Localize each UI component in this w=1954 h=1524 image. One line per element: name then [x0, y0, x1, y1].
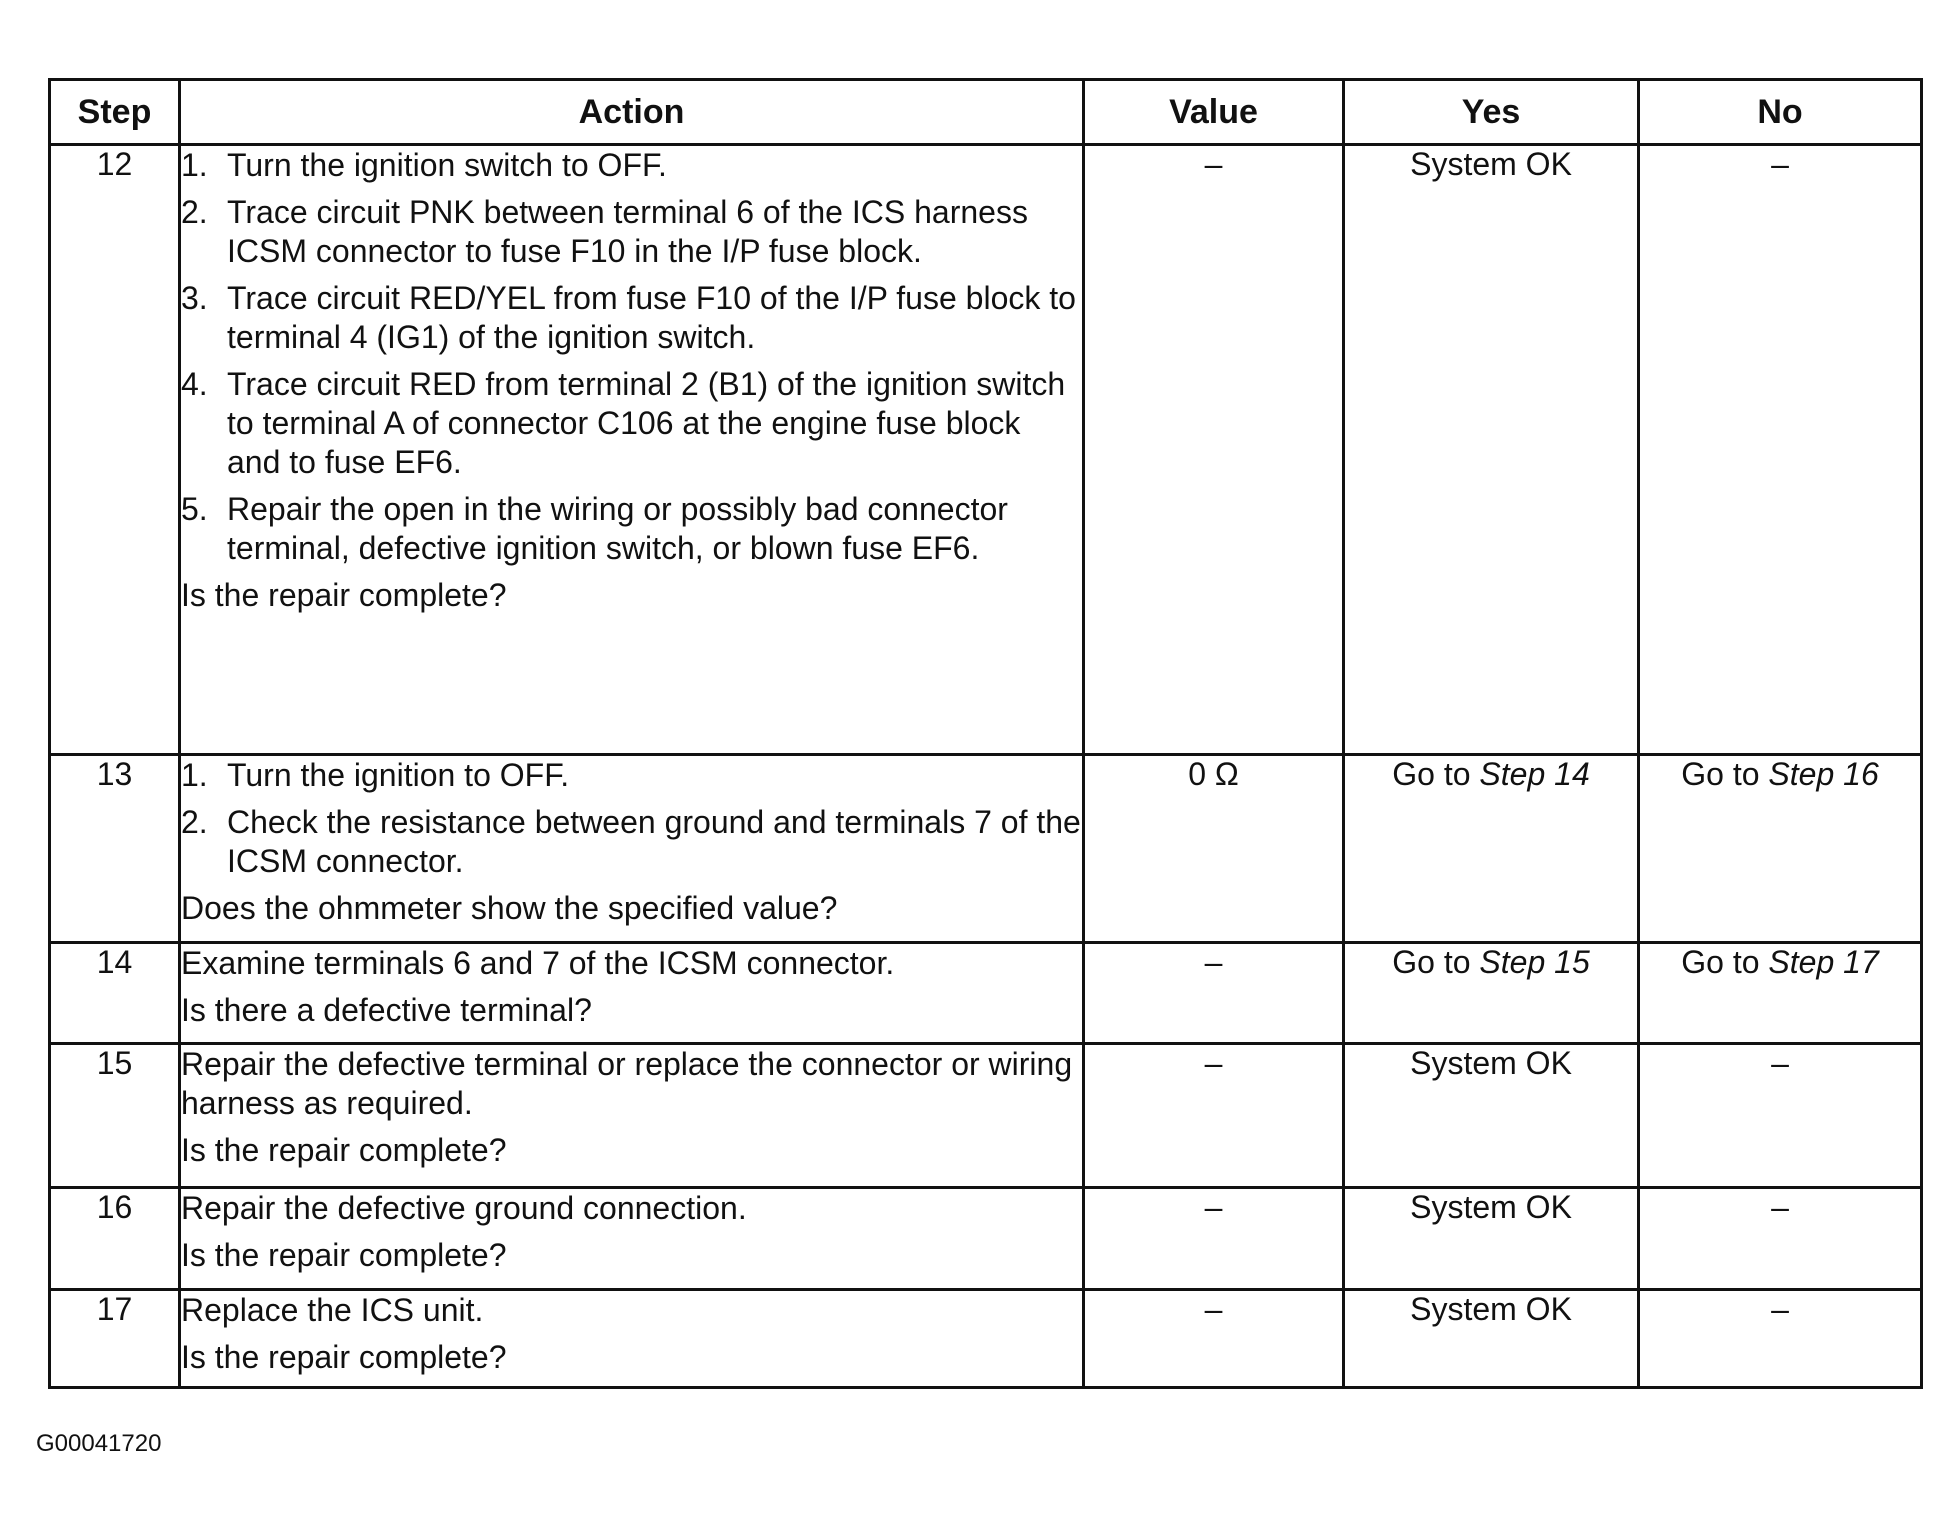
yes-cell	[1344, 145, 1639, 755]
yes-text: System OK	[1410, 146, 1572, 182]
no-cell	[1639, 1290, 1922, 1388]
value-cell: 0 Ω	[1084, 755, 1344, 943]
no-step-ref: Step 17	[1768, 944, 1879, 980]
action-text: Replace the ICS unit.	[181, 1292, 484, 1328]
action-cell	[180, 145, 1084, 755]
action-cell	[180, 1188, 1084, 1290]
item-text: Turn the ignition switch to OFF.	[227, 147, 667, 183]
item-number: 2.	[181, 804, 208, 840]
value-cell: –	[1084, 943, 1344, 1044]
header-step: Step	[50, 80, 180, 145]
yes-cell	[1344, 1290, 1639, 1388]
no-cell	[1639, 145, 1922, 755]
list-item	[181, 365, 1082, 482]
yes-text: System OK	[1410, 1045, 1572, 1081]
item-text: Check the resistance between ground and terminals 7 of the ICSM connector.	[227, 804, 1081, 879]
yes-text: Go to	[1392, 756, 1480, 792]
no-text: –	[1771, 1189, 1789, 1225]
no-text: –	[1771, 146, 1789, 182]
no-text: –	[1771, 1291, 1789, 1327]
step-number: 15	[50, 1044, 180, 1188]
item-number: 1.	[181, 147, 208, 183]
no-cell	[1639, 1188, 1922, 1290]
step-number: 17	[50, 1290, 180, 1388]
action-question: Is the repair complete?	[181, 1339, 507, 1375]
list-item	[181, 756, 1082, 795]
action-steps-list	[181, 756, 1082, 881]
table-row	[50, 943, 1922, 1044]
item-number: 2.	[181, 194, 208, 230]
header-no: No	[1639, 80, 1922, 145]
value-cell: –	[1084, 1188, 1344, 1290]
action-cell	[180, 1044, 1084, 1188]
figure-id: G00041720	[36, 1430, 162, 1457]
value-cell: –	[1084, 1290, 1344, 1388]
table-row	[50, 755, 1922, 943]
action-text: Repair the defective ground connection.	[181, 1190, 747, 1226]
no-cell	[1639, 755, 1922, 943]
list-item	[181, 803, 1082, 881]
table-row	[50, 1188, 1922, 1290]
no-text: Go to	[1681, 756, 1769, 792]
item-number: 5.	[181, 491, 208, 527]
step-number: 13	[50, 755, 180, 943]
action-cell	[180, 755, 1084, 943]
yes-cell	[1344, 943, 1639, 1044]
list-item	[181, 279, 1082, 357]
yes-text: Go to	[1392, 944, 1480, 980]
action-question: Is the repair complete?	[181, 1132, 507, 1168]
item-number: 4.	[181, 366, 208, 402]
action-cell	[180, 943, 1084, 1044]
item-number: 3.	[181, 280, 208, 316]
yes-cell	[1344, 1188, 1639, 1290]
action-text: Repair the defective terminal or replace the connector or wiring harness as required.	[181, 1046, 1073, 1121]
yes-step-ref: Step 15	[1479, 944, 1590, 980]
yes-text: System OK	[1410, 1189, 1572, 1225]
no-step-ref: Step 16	[1768, 756, 1879, 792]
table-row	[50, 1290, 1922, 1388]
action-steps-list	[181, 146, 1082, 568]
yes-step-ref: Step 14	[1479, 756, 1590, 792]
item-text: Trace circuit RED/YEL from fuse F10 of the I/P fuse block to terminal 4 (IG1) of the ignition switch.	[227, 280, 1076, 355]
list-item	[181, 193, 1082, 271]
header-value: Value	[1084, 80, 1344, 145]
step-number: 12	[50, 145, 180, 755]
yes-text: System OK	[1410, 1291, 1572, 1327]
header-row	[50, 80, 1922, 145]
list-item	[181, 490, 1082, 568]
header-action: Action	[180, 80, 1084, 145]
value-cell: –	[1084, 1044, 1344, 1188]
action-question: Is the repair complete?	[181, 1237, 507, 1273]
table-row	[50, 1044, 1922, 1188]
table-row	[50, 145, 1922, 755]
list-item	[181, 146, 1082, 185]
item-text: Trace circuit RED from terminal 2 (B1) of the ignition switch to terminal A of connector C106 at the engine fuse block and to fuse EF6.	[227, 366, 1066, 480]
step-number: 14	[50, 943, 180, 1044]
action-text: Examine terminals 6 and 7 of the ICSM connector.	[181, 945, 895, 981]
action-cell	[180, 1290, 1084, 1388]
yes-cell	[1344, 755, 1639, 943]
diagnostic-table	[48, 78, 1923, 1389]
item-text: Trace circuit PNK between terminal 6 of the ICS harness ICSM connector to fuse F10 in the I/P fuse block.	[227, 194, 1028, 269]
yes-cell	[1344, 1044, 1639, 1188]
action-question: Does the ohmmeter show the specified value?	[181, 890, 838, 926]
item-text: Repair the open in the wiring or possibly bad connector terminal, defective ignition switch, or blown fuse EF6.	[227, 491, 1008, 566]
header-yes: Yes	[1344, 80, 1639, 145]
step-number: 16	[50, 1188, 180, 1290]
item-number: 1.	[181, 757, 208, 793]
action-question: Is the repair complete?	[181, 577, 507, 613]
no-text: –	[1771, 1045, 1789, 1081]
no-cell	[1639, 1044, 1922, 1188]
action-question: Is there a defective terminal?	[181, 992, 592, 1028]
no-text: Go to	[1681, 944, 1769, 980]
item-text: Turn the ignition to OFF.	[227, 757, 570, 793]
no-cell	[1639, 943, 1922, 1044]
value-cell: –	[1084, 145, 1344, 755]
